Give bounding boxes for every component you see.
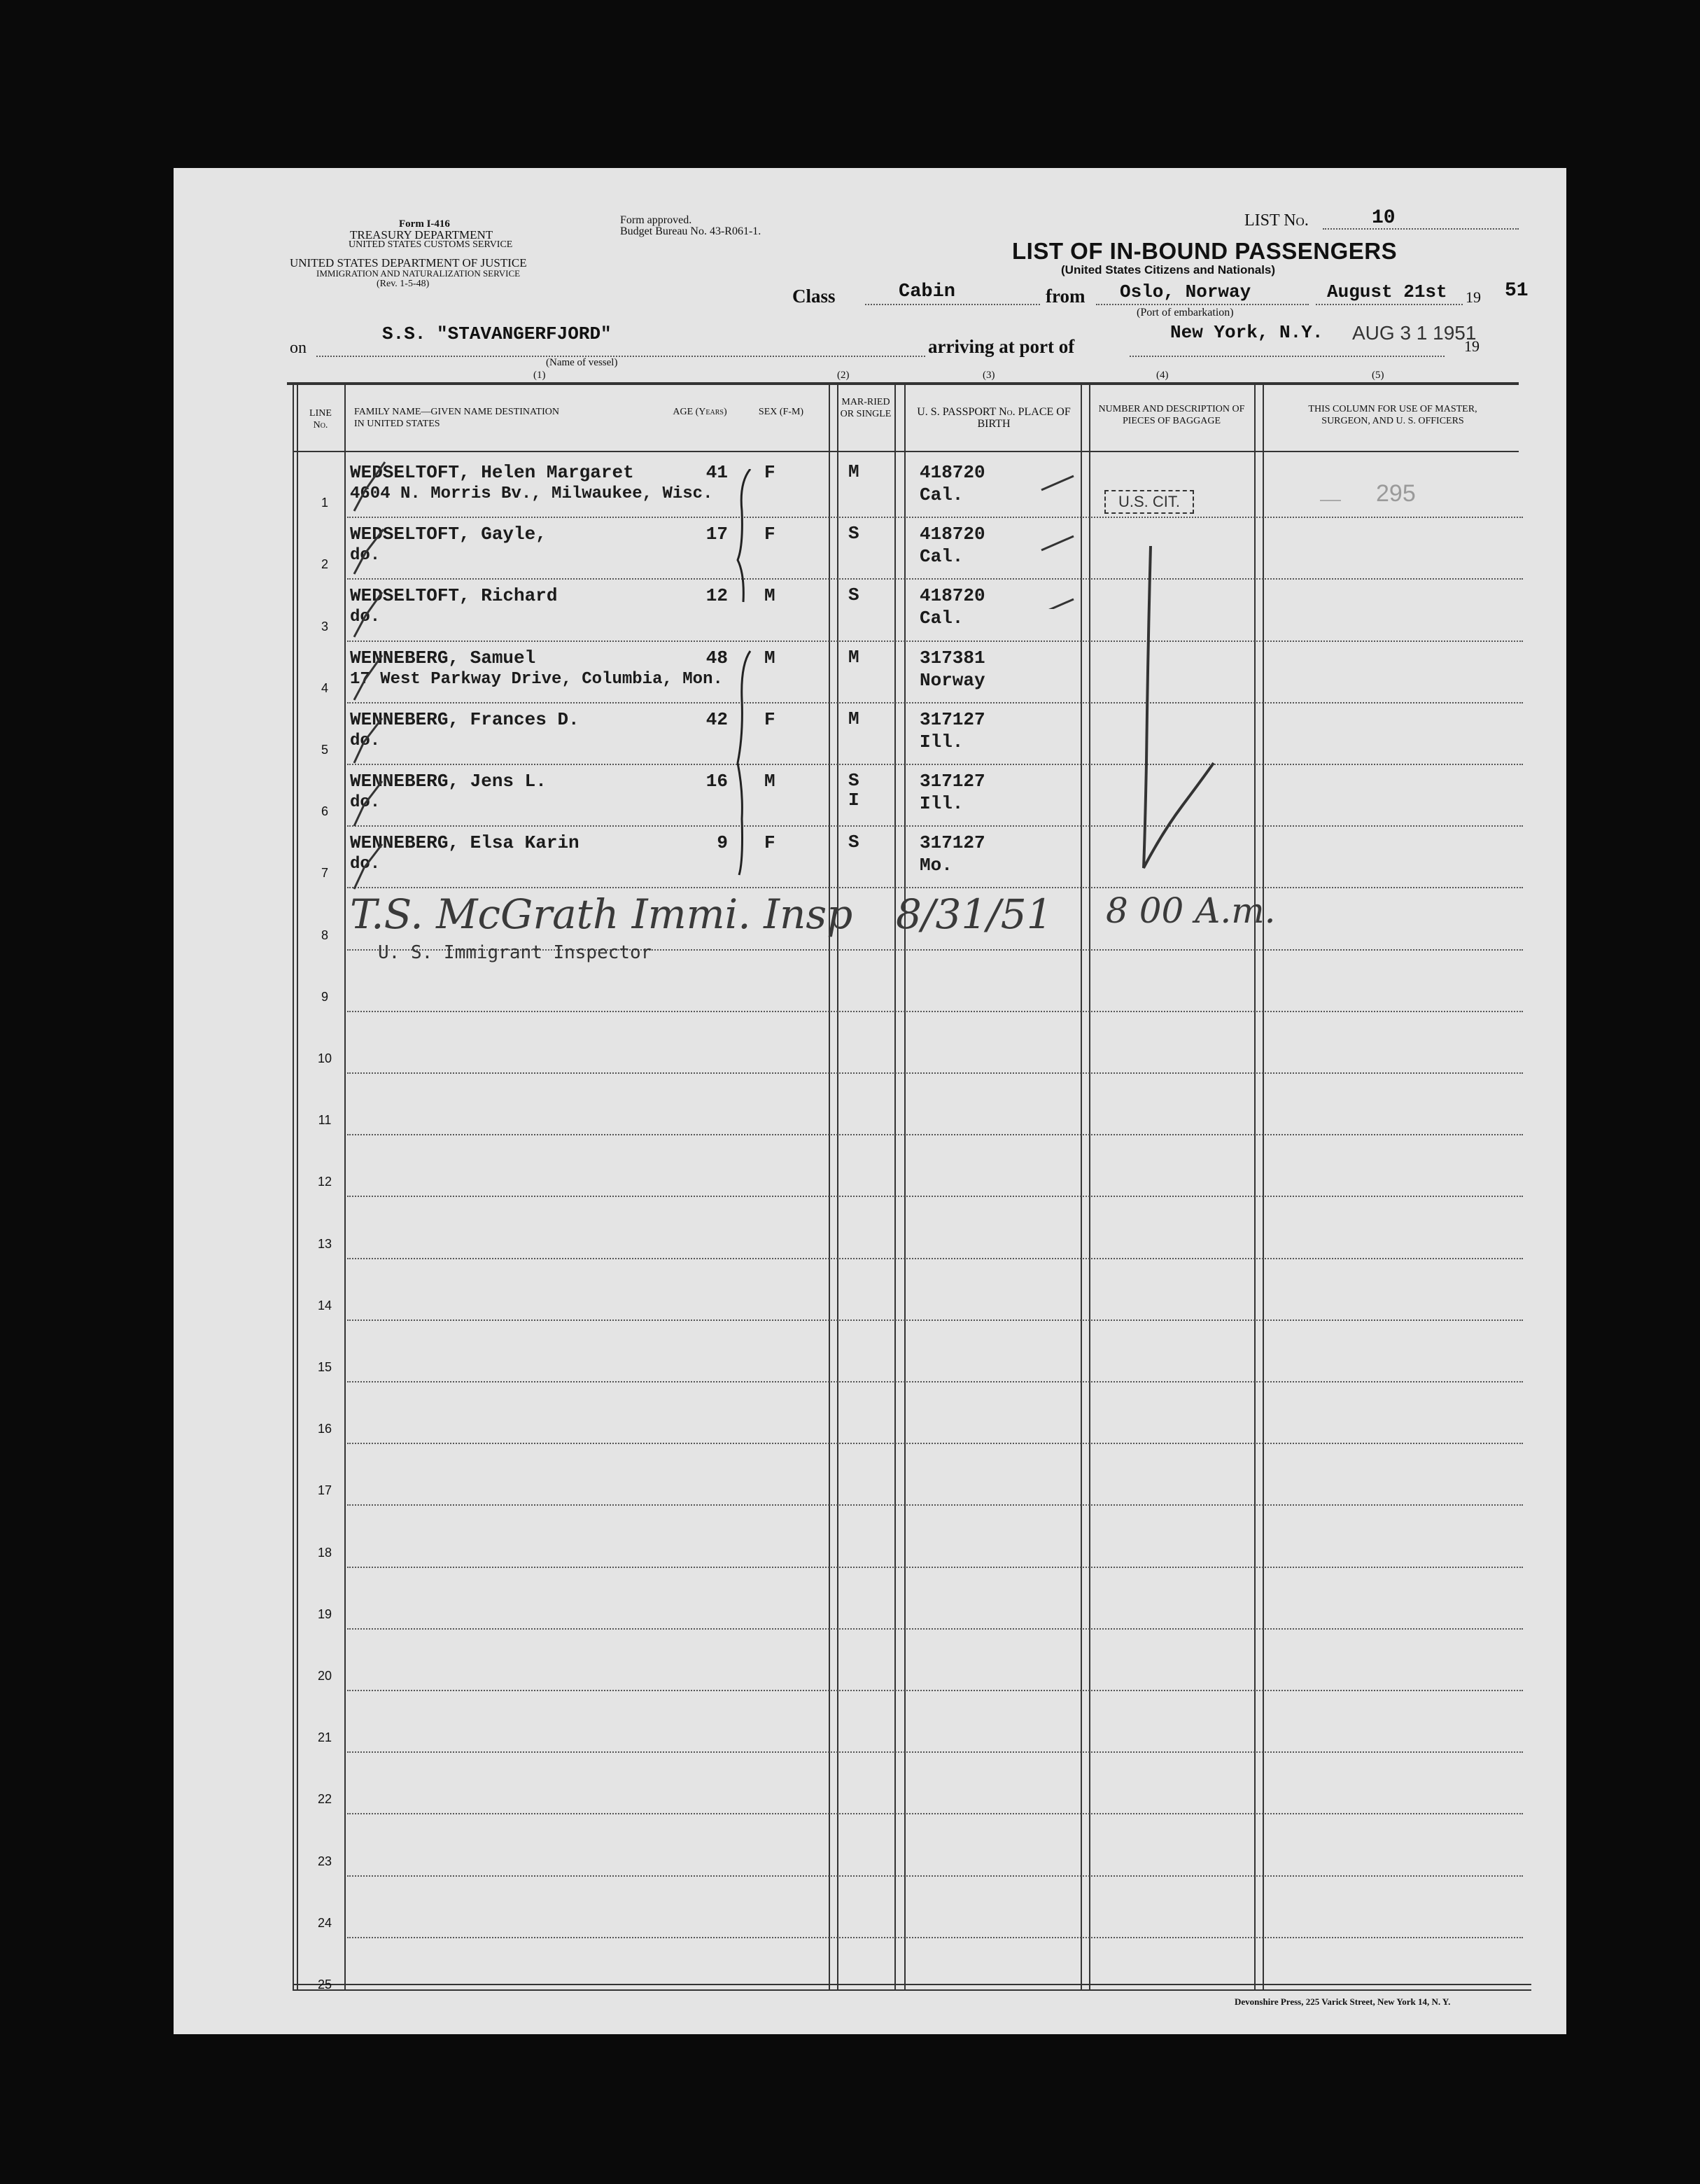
passenger-birthplace: Ill. <box>920 793 964 814</box>
passenger-birthplace: Ill. <box>920 731 964 752</box>
passenger-marital-status: S <box>848 523 859 545</box>
row-rule <box>347 1875 1523 1877</box>
col-divider <box>344 382 346 1989</box>
passenger-name: WENNEBERG, Elsa Karin <box>350 832 579 854</box>
table-bottom-rule-2 <box>293 1989 1531 1991</box>
revision: (Rev. 1-5-48) <box>377 279 430 289</box>
inspector-signature: T.S. McGrath Immi. Insp <box>350 890 853 938</box>
passenger-marital-status: S I <box>848 770 859 811</box>
on-label: on <box>290 339 307 357</box>
vessel-line <box>316 356 925 357</box>
passenger-age: 48 <box>705 647 728 668</box>
col-divider <box>1263 382 1264 1989</box>
header-line-no: LINE No. <box>309 408 332 430</box>
col-divider <box>293 382 294 1989</box>
customs-service: UNITED STATES CUSTOMS SERVICE <box>349 239 513 250</box>
passenger-passport: 317127 <box>920 832 985 854</box>
form-id: Form I-416 <box>399 218 450 230</box>
passenger-name: WENNEBERG, Jens L. <box>350 771 547 792</box>
passenger-sex: M <box>764 585 775 607</box>
passenger-passport: 317381 <box>920 647 985 668</box>
passenger-age: 16 <box>705 771 728 792</box>
col-number-4: (4) <box>1156 370 1169 381</box>
passenger-name: WENNEBERG, Frances D. <box>350 708 579 730</box>
row-number: 16 <box>317 1422 332 1436</box>
row-number: 13 <box>317 1236 332 1251</box>
table-header-rule <box>293 451 1519 452</box>
row-number: 9 <box>321 989 328 1004</box>
row-number: 4 <box>321 680 328 695</box>
passenger-passport: 418720 <box>920 462 985 483</box>
row-rule <box>347 517 1523 518</box>
row-rule <box>347 764 1523 765</box>
passenger-destination: do. <box>350 855 381 874</box>
passenger-birthplace: Cal. <box>920 608 964 629</box>
baggage-check-mark <box>1134 539 1232 889</box>
passenger-destination: do. <box>350 793 381 812</box>
passenger-birthplace: Norway <box>920 669 985 691</box>
officer-number: 295 <box>1376 480 1416 507</box>
header-name: FAMILY NAME—GIVEN NAME DESTINATION IN UNITED STATES <box>354 407 559 429</box>
passenger-marital-status: M <box>848 708 859 729</box>
row-rule <box>347 1443 1523 1444</box>
row-rule <box>347 578 1523 580</box>
col-number-5: (5) <box>1372 370 1384 381</box>
row-rule <box>347 1011 1523 1012</box>
year-prefix-2: 19 <box>1464 337 1480 355</box>
col-divider <box>297 382 298 1989</box>
passport-tick-marks <box>1039 469 1081 609</box>
date-line <box>1316 304 1463 305</box>
row-number: 21 <box>317 1730 332 1745</box>
passenger-age: 17 <box>705 524 728 545</box>
form-approved: Form approved. <box>620 214 692 226</box>
col-divider <box>837 382 838 1989</box>
row-number: 5 <box>321 743 328 757</box>
passenger-birthplace: Mo. <box>920 855 953 876</box>
row-number: 2 <box>321 557 328 572</box>
row-number: 20 <box>317 1669 332 1683</box>
row-rule <box>347 1381 1523 1382</box>
col-divider <box>1254 382 1256 1989</box>
document-subtitle: (United States Citizens and Nationals) <box>1061 263 1276 276</box>
row-number: 3 <box>321 619 328 634</box>
row-number: 8 <box>321 927 328 942</box>
sex-column-brackets <box>735 469 777 882</box>
passenger-marital-status: M <box>848 461 859 482</box>
header-officers: THIS COLUMN FOR USE OF MASTER, SURGEON, AND U. S. OFFICERS <box>1308 404 1477 426</box>
passenger-sex: F <box>764 832 775 854</box>
header-married: MAR-RIED OR SINGLE <box>840 397 892 419</box>
passenger-destination: do. <box>350 546 381 566</box>
row-rule <box>347 1813 1523 1814</box>
col-number-2: (2) <box>837 370 850 381</box>
col-divider <box>829 382 830 1989</box>
arrival-date-stamp: AUG 3 1 1951 <box>1352 322 1477 344</box>
header-passport: U. S. PASSPORT No. PLACE OF BIRTH <box>917 406 1071 430</box>
passenger-sex: M <box>764 647 775 668</box>
passenger-age: 42 <box>705 708 728 730</box>
row-number: 22 <box>317 1792 332 1807</box>
passenger-passport: 317127 <box>920 771 985 792</box>
row-rule <box>347 1751 1523 1753</box>
inspector-title: U. S. Immigrant Inspector <box>378 942 652 963</box>
header-age: AGE (Years) <box>673 407 727 417</box>
row-number: 23 <box>317 1854 332 1868</box>
row-rule <box>347 1628 1523 1630</box>
passenger-sex: F <box>764 462 775 483</box>
from-line <box>1096 304 1309 305</box>
vessel-note: (Name of vessel) <box>546 357 618 368</box>
list-no-value: 10 <box>1372 207 1396 229</box>
passenger-marital-status: S <box>848 584 859 606</box>
row-number: 1 <box>321 496 328 510</box>
passenger-age: 41 <box>705 462 728 483</box>
row-rule <box>347 702 1523 704</box>
signature-date: 8/31/51 <box>896 890 1053 938</box>
passenger-destination: 17 West Parkway Drive, Columbia, Mon. <box>350 669 723 689</box>
row-rule <box>347 887 1523 888</box>
passenger-passport: 418720 <box>920 585 985 607</box>
passenger-marital-status: M <box>848 646 859 668</box>
row-rule <box>347 1690 1523 1691</box>
passenger-name: WEDSELTOFT, Helen Margaret <box>350 462 634 483</box>
printer-footer: Devonshire Press, 225 Varick Street, New York 14, N. Y. <box>1235 1996 1451 2007</box>
class-label: Class <box>792 286 836 307</box>
class-line <box>865 304 1040 305</box>
passenger-birthplace: Cal. <box>920 546 964 568</box>
vessel-name: S.S. "STAVANGERFJORD" <box>382 323 612 344</box>
document-title: LIST OF IN-BOUND PASSENGERS <box>1012 238 1398 264</box>
justice-department: UNITED STATES DEPARTMENT OF JUSTICE <box>290 256 527 270</box>
row-number: 25 <box>317 1977 332 1991</box>
row-rule <box>347 1567 1523 1568</box>
row-number: 24 <box>317 1915 332 1930</box>
port-embarkation-note: (Port of embarkation) <box>1137 307 1234 318</box>
arriving-label: arriving at port of <box>928 336 1075 357</box>
passenger-sex: M <box>764 771 775 792</box>
row-number: 14 <box>317 1298 332 1312</box>
passenger-marital-status: S <box>848 832 859 853</box>
row-rule <box>347 1258 1523 1259</box>
treasury-department: TREASURY DEPARTMENT <box>350 228 493 241</box>
row-rule <box>347 640 1523 642</box>
row-number: 7 <box>321 866 328 881</box>
table-bottom-rule <box>293 1984 1531 1985</box>
row-number: 15 <box>317 1360 332 1374</box>
list-no-label: LIST No. <box>1244 211 1309 230</box>
passenger-passport: 317127 <box>920 708 985 730</box>
row-number: 11 <box>318 1113 332 1128</box>
year-prefix: 19 <box>1466 288 1481 306</box>
passenger-birthplace: Cal. <box>920 484 964 505</box>
passenger-age: 12 <box>705 585 728 607</box>
passenger-destination: do. <box>350 608 381 627</box>
row-number: 18 <box>317 1545 332 1560</box>
header-sex: SEX (F-M) <box>758 407 804 417</box>
col-divider <box>1089 382 1090 1989</box>
row-rule <box>347 1320 1523 1321</box>
signature-time: 8 00 A.m. <box>1106 890 1276 931</box>
row-rule <box>347 1937 1523 1938</box>
from-label: from <box>1046 286 1086 307</box>
baggage-stamp: U.S. CIT. <box>1104 490 1194 514</box>
port-line <box>1130 356 1445 357</box>
budget-bureau: Budget Bureau No. 43-R061-1. <box>620 225 761 237</box>
passenger-destination: do. <box>350 731 381 750</box>
row-number: 6 <box>321 804 328 819</box>
passenger-name: WEDSELTOFT, Gayle, <box>350 524 547 545</box>
table-top-rule <box>287 382 1519 385</box>
class-value: Cabin <box>899 281 956 302</box>
passenger-name: WENNEBERG, Samuel <box>350 647 536 668</box>
passenger-name: WEDSELTOFT, Richard <box>350 585 558 607</box>
row-rule <box>347 1196 1523 1197</box>
col-number-1: (1) <box>533 370 546 381</box>
from-value: Oslo, Norway <box>1120 281 1251 302</box>
col-divider <box>904 382 906 1989</box>
row-number: 17 <box>317 1483 332 1498</box>
row-rule <box>347 825 1523 827</box>
row-number: 12 <box>317 1175 332 1189</box>
passenger-destination: 4604 N. Morris Bv., Milwaukee, Wisc. <box>350 484 713 503</box>
line-check-marks <box>350 448 406 896</box>
passenger-sex: F <box>764 524 775 545</box>
row-number: 19 <box>317 1606 332 1621</box>
passenger-age: 9 <box>717 832 728 854</box>
row-rule <box>347 1134 1523 1135</box>
ins-service: IMMIGRATION AND NATURALIZATION SERVICE <box>316 268 521 279</box>
passenger-sex: F <box>764 708 775 730</box>
departure-date: August 21st <box>1327 281 1447 302</box>
row-rule <box>347 1072 1523 1074</box>
col-divider <box>894 382 896 1989</box>
list-no-line <box>1323 228 1519 230</box>
col-divider <box>1081 382 1082 1989</box>
row-rule <box>347 1504 1523 1506</box>
officer-dash <box>1320 500 1341 501</box>
row-number: 10 <box>317 1051 332 1065</box>
passenger-passport: 418720 <box>920 524 985 545</box>
arrival-port: New York, N.Y. <box>1170 322 1323 343</box>
year-value: 51 <box>1505 280 1529 302</box>
col-number-3: (3) <box>983 370 995 381</box>
header-baggage: NUMBER AND DESCRIPTION OF PIECES OF BAGGAGE <box>1098 404 1245 426</box>
